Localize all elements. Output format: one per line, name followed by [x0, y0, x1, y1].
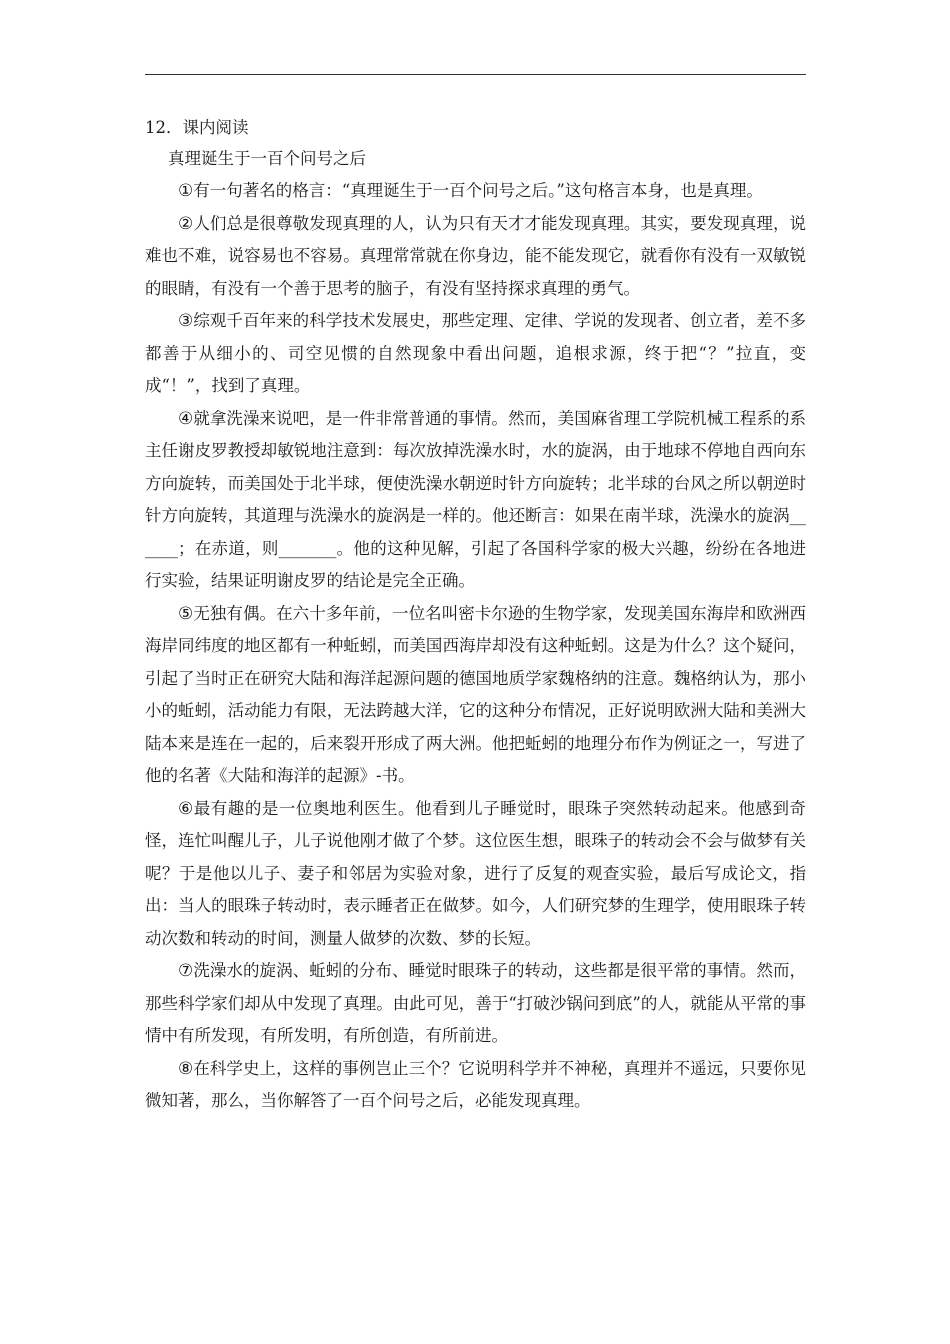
paragraph-text: 有一句著名的格言：“真理诞生于一百个问号之后。”这句格言本身，也是真理。: [193, 181, 763, 200]
paragraph-6: [145, 793, 806, 956]
paragraph-text: 综观千百年来的科学技术发展史，那些定理、定律、学说的发现者、创立者，差不多都善于从细小的、司空见惯的自然现象中看出问题，追根求源，终于把“？”拉直，变成“！”，找到了真理。: [145, 311, 807, 395]
paragraph-text: 人们总是很尊敬发现真理的人，认为只有天才才能发现真理。其实，要发现真理，说难也不难，说容易也不容易。真理常常就在你身边，能不能发现它，就看你有没有一双敏锐的眼睛，有没有一个善于思考的脑子，有没有坚持探求真理的勇气。: [145, 213, 807, 298]
paragraph-7: [145, 955, 806, 1053]
paragraph-text: 就拿洗澡来说吧，是一件非常普通的事情。然而，美国麻省理工学院机械工程系的系主任谢皮罗教授却敏锐地注意到：每次放掉洗澡水时，水的旋涡，由于地球不停地自西向东方向旋转，而美国处于北半球，便使洗澡水朝逆时针方向旋转；北半球的台风之所以朝逆时针方向旋转，其道理与洗澡水的旋涡是一样的。他还断言：如果在南半球，洗澡水的旋涡______；在赤道，则_______。他的这种见解，引起了各国科学家的极大兴趣，纷纷在各地进行实验，结果证明谢皮罗的结论是完全正确。: [145, 408, 807, 590]
paragraph-number: ⑦: [178, 961, 194, 981]
paragraph-1: [145, 175, 806, 208]
reading-section: [145, 113, 806, 1118]
paragraph-number: ①: [178, 181, 194, 201]
header-divider: [145, 74, 806, 75]
paragraph-text: 洗澡水的旋涡、蚯蚓的分布、睡觉时眼珠子的转动，这些都是很平常的事情。然而，那些科学家们却从中发现了真理。由此可见，善于“打破沙锅问到底”的人，就能从平常的事情中有所发现，有所发明，有所创造，有所前进。: [145, 961, 807, 1045]
paragraph-number: ②: [178, 213, 194, 234]
paragraph-number: ④: [178, 408, 194, 429]
paragraph-number: ⑧: [178, 1058, 194, 1079]
paragraph-5: [145, 598, 806, 793]
paragraph-2: [145, 208, 806, 306]
paragraph-number: ⑥: [178, 798, 194, 819]
paragraph-text: 最有趣的是一位奥地利医生。他看到儿子睡觉时，眼珠子突然转动起来。他感到奇怪，连忙叫醒儿子，儿子说他刚才做了个梦。这位医生想，眼珠子的转动会不会与做梦有关呢？于是他以儿子、妻子和邻居为实验对象，进行了反复的观查实验，最后写成论文，指出：当人的眼珠子转动时，表示睡者正在做梦。如今，人们研究梦的生理学，使用眼珠子转动次数和转动的时间，测量人做梦的次数、梦的长短。: [145, 798, 806, 948]
paragraph-number: ③: [178, 311, 194, 331]
paragraph-3: [145, 305, 806, 403]
paragraph-text: 无独有偶。在六十多年前，一位名叫密卡尔逊的生物学家，发现美国东海岸和欧洲西海岸同纬度的地区都有一种蚯蚓，而美国西海岸却没有这种蚯蚓。这是为什么？这个疑问，引起了当时正在研究大陆和海洋起源问题的德国地质学家魏格纳的注意。魏格纳认为，那小小的蚯蚓，活动能力有限，无法跨越大洋，它的这种分布情况，正好说明欧洲大陆和美洲大陆本来是连在一起的，后来裂开形成了两大洲。他把蚯蚓的地理分布作为例证之一，写进了他的名著《大陆和海洋的起源》-书。: [145, 603, 807, 785]
paragraph-text: 在科学史上，这样的事例岂止三个？它说明科学并不神秘，真理并不遥远，只要你见微知著，那么，当你解答了一百个问号之后，必能发现真理。: [145, 1058, 807, 1110]
paragraph-8: [145, 1053, 806, 1118]
question-heading: [145, 113, 806, 142]
article-title: 真理诞生于一百个问号之后: [168, 149, 366, 168]
question-number: 12．: [145, 118, 183, 137]
paragraph-4: [145, 403, 806, 598]
paragraph-number: ⑤: [178, 603, 194, 624]
question-label: 课内阅读: [182, 118, 249, 137]
